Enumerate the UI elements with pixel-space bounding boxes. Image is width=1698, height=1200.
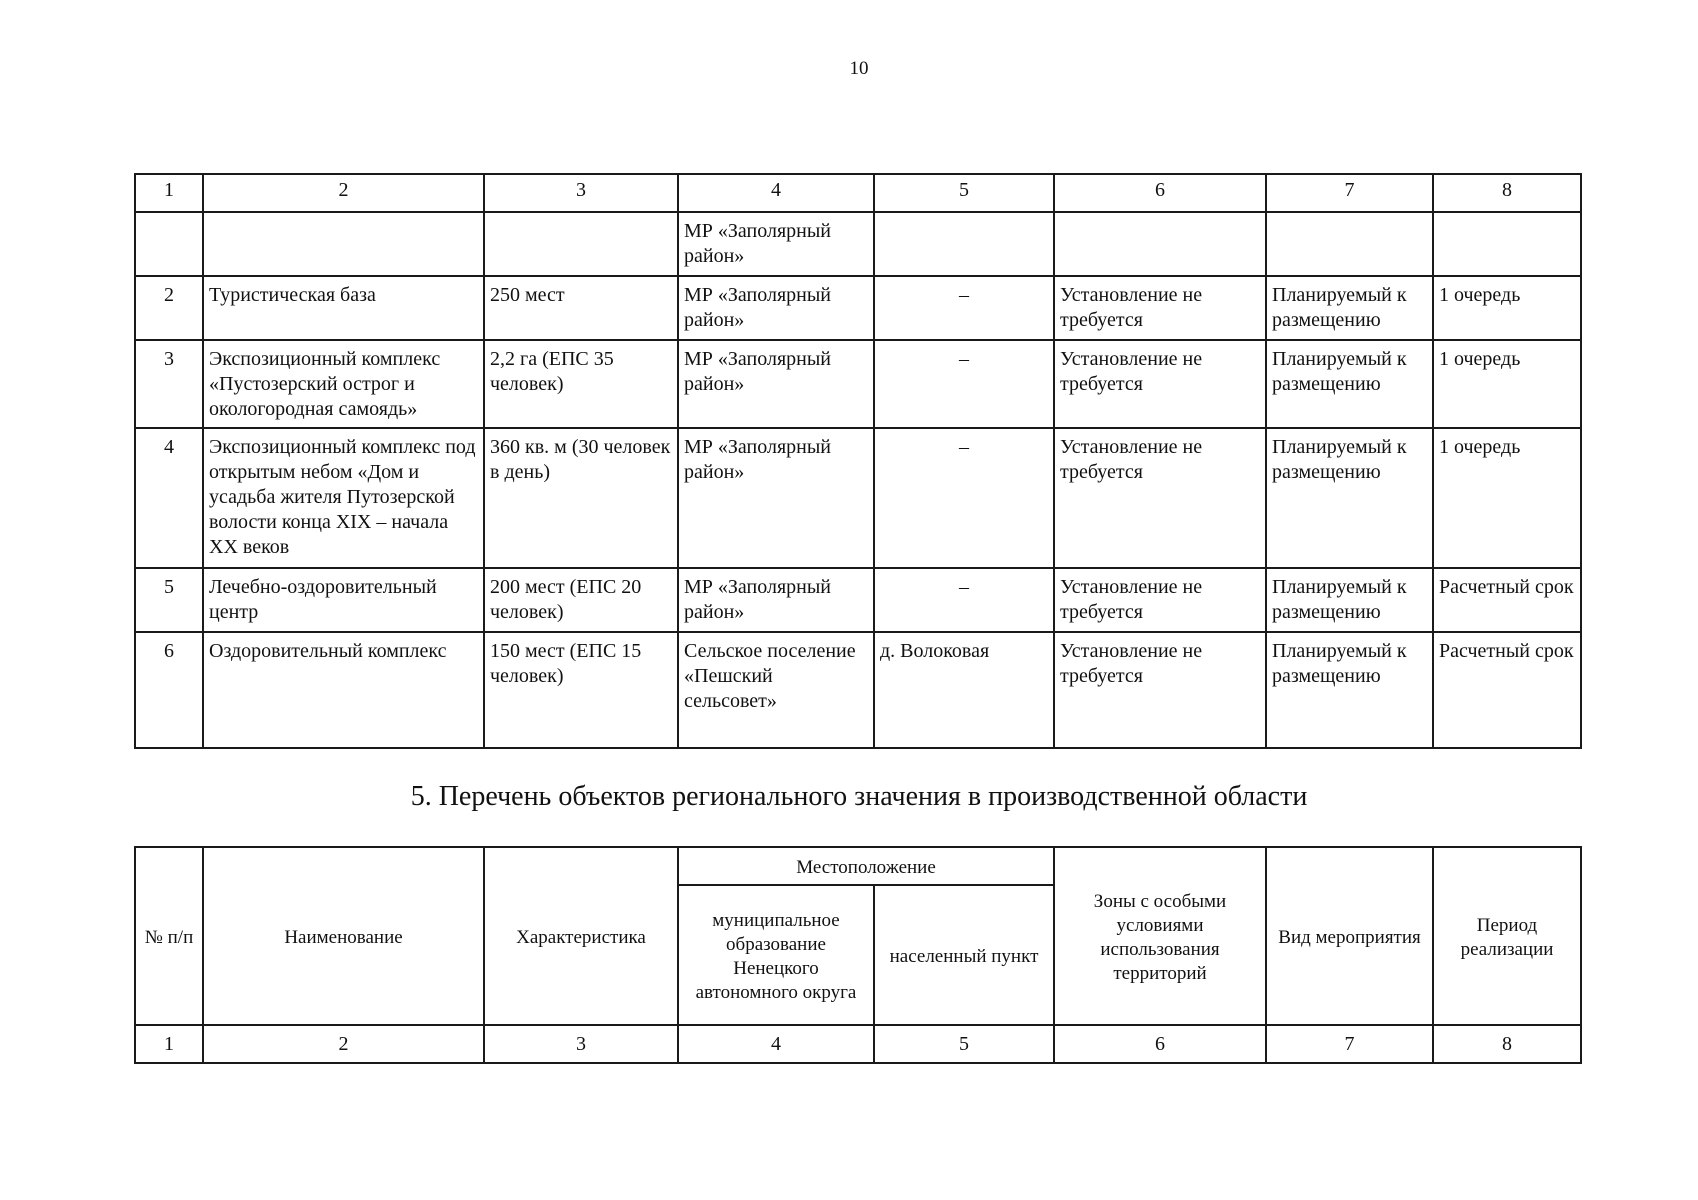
column-number: 3: [484, 1025, 678, 1063]
object-characteristic: [484, 212, 678, 276]
header-name: Наименование: [203, 847, 484, 1025]
object-settlement: –: [874, 340, 1054, 428]
object-zones: Установление не требуется: [1054, 340, 1266, 428]
object-action: Планируемый к размещению: [1266, 428, 1433, 568]
object-zones: Установление не требуется: [1054, 428, 1266, 568]
object-municipality: МР «Заполярный район»: [678, 568, 874, 632]
header-zones: Зоны с особыми условиями использования территорий: [1054, 847, 1266, 1025]
object-characteristic: 360 кв. м (30 человек в день): [484, 428, 678, 568]
column-number: 6: [1054, 1025, 1266, 1063]
table-row: [135, 340, 1581, 428]
object-name: Туристическая база: [203, 276, 484, 340]
object-name: Лечебно-оздоровительный центр: [203, 568, 484, 632]
object-name: Оздоровительный комплекс: [203, 632, 484, 748]
object-zones: Установление не требуется: [1054, 568, 1266, 632]
column-number: 5: [874, 174, 1054, 212]
header-location: Местоположение: [678, 847, 1054, 885]
column-number-row: [135, 174, 1581, 212]
object-period: 1 очередь: [1433, 276, 1581, 340]
object-action: Планируемый к размещению: [1266, 632, 1433, 748]
table-row: [135, 632, 1581, 748]
column-number: 7: [1266, 174, 1433, 212]
header-period: Период реализации: [1433, 847, 1581, 1025]
object-period: 1 очередь: [1433, 340, 1581, 428]
row-number: [135, 212, 203, 276]
header-municipality: муниципальное образование Ненецкого автономного округа: [678, 885, 874, 1025]
column-number: 4: [678, 174, 874, 212]
table-row: [135, 428, 1581, 568]
object-action: Планируемый к размещению: [1266, 276, 1433, 340]
object-zones: Установление не требуется: [1054, 276, 1266, 340]
header-action: Вид мероприятия: [1266, 847, 1433, 1025]
object-action: Планируемый к размещению: [1266, 340, 1433, 428]
header-number: № п/п: [135, 847, 203, 1025]
object-characteristic: 250 мест: [484, 276, 678, 340]
object-settlement: [874, 212, 1054, 276]
table-row: [135, 276, 1581, 340]
object-settlement: –: [874, 428, 1054, 568]
object-municipality: МР «Заполярный район»: [678, 340, 874, 428]
column-number: 1: [135, 1025, 203, 1063]
object-municipality: Сельское поселение «Пешский сельсовет»: [678, 632, 874, 748]
object-zones: [1054, 212, 1266, 276]
table-row: [135, 568, 1581, 632]
object-action: [1266, 212, 1433, 276]
column-number: 6: [1054, 174, 1266, 212]
object-settlement: –: [874, 276, 1054, 340]
object-period: [1433, 212, 1581, 276]
row-number: 6: [135, 632, 203, 748]
section-title: 5. Перечень объектов регионального значения в производственной области: [410, 781, 1308, 812]
column-number-row: [135, 1025, 1581, 1063]
header-row: [135, 847, 1581, 885]
column-number: 2: [203, 1025, 484, 1063]
object-settlement: д. Волоковая: [874, 632, 1054, 748]
header-settlement: населенный пункт: [874, 885, 1054, 1025]
column-number: 4: [678, 1025, 874, 1063]
object-period: Расчетный срок: [1433, 632, 1581, 748]
object-name: Экспозиционный комплекс под открытым небом «Дом и усадьба жителя Путозерской волости конца XIX – начала XX веков: [203, 428, 484, 568]
object-zones: Установление не требуется: [1054, 632, 1266, 748]
row-number: 4: [135, 428, 203, 568]
column-number: 7: [1266, 1025, 1433, 1063]
object-period: Расчетный срок: [1433, 568, 1581, 632]
row-number: 2: [135, 276, 203, 340]
object-period: 1 очередь: [1433, 428, 1581, 568]
column-number: 1: [135, 174, 203, 212]
production-objects-table: [134, 846, 1582, 1064]
object-name: Экспозиционный комплекс «Пустозерский острог и окологородная самоядь»: [203, 340, 484, 428]
page-number: 10: [849, 58, 869, 79]
column-number: 2: [203, 174, 484, 212]
object-municipality: МР «Заполярный район»: [678, 428, 874, 568]
row-number: 3: [135, 340, 203, 428]
column-number: 3: [484, 174, 678, 212]
header-characteristic: Характеристика: [484, 847, 678, 1025]
object-municipality: МР «Заполярный район»: [678, 212, 874, 276]
column-number: 8: [1433, 174, 1581, 212]
object-characteristic: 150 мест (ЕПС 15 человек): [484, 632, 678, 748]
column-number: 8: [1433, 1025, 1581, 1063]
object-characteristic: 200 мест (ЕПС 20 человек): [484, 568, 678, 632]
row-number: 5: [135, 568, 203, 632]
object-settlement: –: [874, 568, 1054, 632]
object-characteristic: 2,2 га (ЕПС 35 человек): [484, 340, 678, 428]
object-name: [203, 212, 484, 276]
table-row: [135, 212, 1581, 276]
column-number: 5: [874, 1025, 1054, 1063]
object-municipality: МР «Заполярный район»: [678, 276, 874, 340]
objects-table-continuation: [134, 173, 1582, 749]
object-action: Планируемый к размещению: [1266, 568, 1433, 632]
